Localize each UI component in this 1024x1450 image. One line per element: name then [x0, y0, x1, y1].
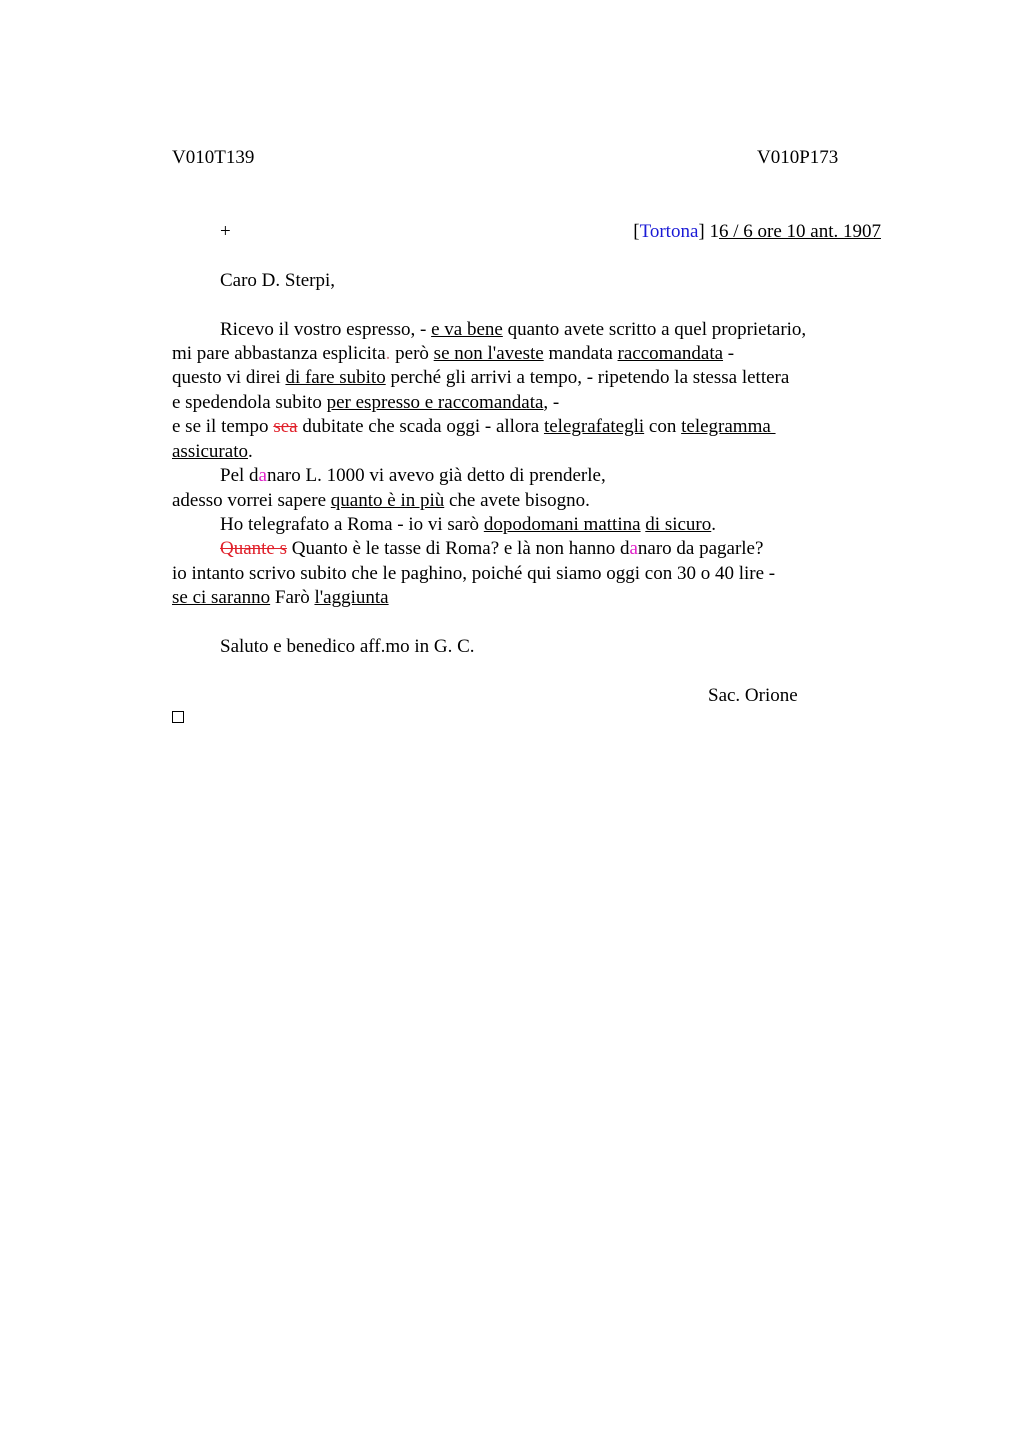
text: che avete bisogno. [444, 490, 590, 511]
left-code: V010T139 [172, 147, 255, 168]
faint-dot: . [385, 343, 391, 364]
bracket-open: [ [633, 221, 640, 242]
body-line-2 [172, 342, 734, 366]
underlined-text: raccomandata [617, 343, 724, 364]
underlined-text: telegrafategli [543, 416, 645, 437]
underlined-text: per espresso e raccomandata [326, 392, 544, 413]
text: perché gli arrivi a tempo, - ripetendo la stessa lettera [385, 367, 790, 388]
body-line-3 [172, 366, 789, 390]
text: . [247, 441, 253, 462]
underlined-text: se non l'aveste [433, 343, 544, 364]
text: Ricevo il vostro espresso, - [220, 319, 432, 340]
text: Farò [270, 587, 315, 608]
text: Pel d [220, 465, 259, 486]
inserted-letter: a [629, 538, 638, 559]
underlined-text: se ci saranno [172, 587, 271, 608]
inserted-letter: a [258, 465, 267, 486]
body-line-6 [172, 440, 253, 464]
underlined-text: quanto è in più [330, 490, 445, 511]
body-line-11: io intanto scrivo subito che le paghino, poiché qui siamo oggi con 30 o 40 lire - [172, 563, 776, 584]
body-line-9 [220, 513, 716, 537]
date-rest: 6 / 6 ore 10 ant. 1907 [718, 221, 881, 242]
body-line-10 [220, 537, 763, 561]
underlined-text: assicurato [172, 441, 248, 462]
signature: Sac. Orione [708, 685, 798, 706]
text: Ho telegrafato a Roma - io vi sarò [220, 514, 484, 535]
end-mark-box-icon [172, 711, 184, 723]
text: con [644, 416, 682, 437]
body-line-4 [172, 391, 559, 415]
date-day-digit: 1 [704, 221, 719, 242]
underlined-text: telegramma [681, 416, 776, 437]
text: mi pare abbastanza esplicita [172, 343, 386, 364]
bracket-close: ] [698, 221, 705, 242]
text: mandata [543, 343, 618, 364]
dateline [633, 220, 881, 244]
salutation: Caro D. Sterpi, [220, 270, 336, 291]
text: e spedendola subito [172, 392, 327, 413]
body-line-12 [172, 586, 389, 610]
closing: Saluto e benedico aff.mo in G. C. [220, 636, 475, 657]
text: dubitate che scada oggi - allora [297, 416, 544, 437]
text: questo vi direi [172, 367, 286, 388]
text: e se il tempo [172, 416, 274, 437]
body-line-5 [172, 415, 776, 439]
body-line-7 [220, 464, 606, 488]
right-code: V010P173 [757, 147, 839, 168]
cross-mark: + [220, 221, 231, 242]
text: quanto avete scritto a quel proprietario, [502, 319, 807, 340]
body-line-8 [172, 489, 590, 513]
text: - [723, 343, 735, 364]
underlined-text: e va bene [431, 319, 503, 340]
underlined-text: di fare subito [285, 367, 386, 388]
text: adesso vorrei sapere [172, 490, 331, 511]
text: . [711, 514, 717, 535]
text: però [390, 343, 434, 364]
body-line-1 [220, 318, 806, 342]
struck-text: sea [273, 416, 298, 437]
struck-text: Quante s [220, 538, 288, 559]
place-name: Tortona [639, 221, 699, 242]
underlined-text: di sicuro [645, 514, 712, 535]
text: Quanto è le tasse di Roma? e là non hanno d [287, 538, 630, 559]
text: naro L. 1000 vi avevo già detto di prenderle, [266, 465, 606, 486]
underlined-text: l'aggiunta [314, 587, 389, 608]
text: naro da pagarle? [637, 538, 764, 559]
underlined-text: dopodomani mattina [483, 514, 641, 535]
text: , - [543, 392, 560, 413]
